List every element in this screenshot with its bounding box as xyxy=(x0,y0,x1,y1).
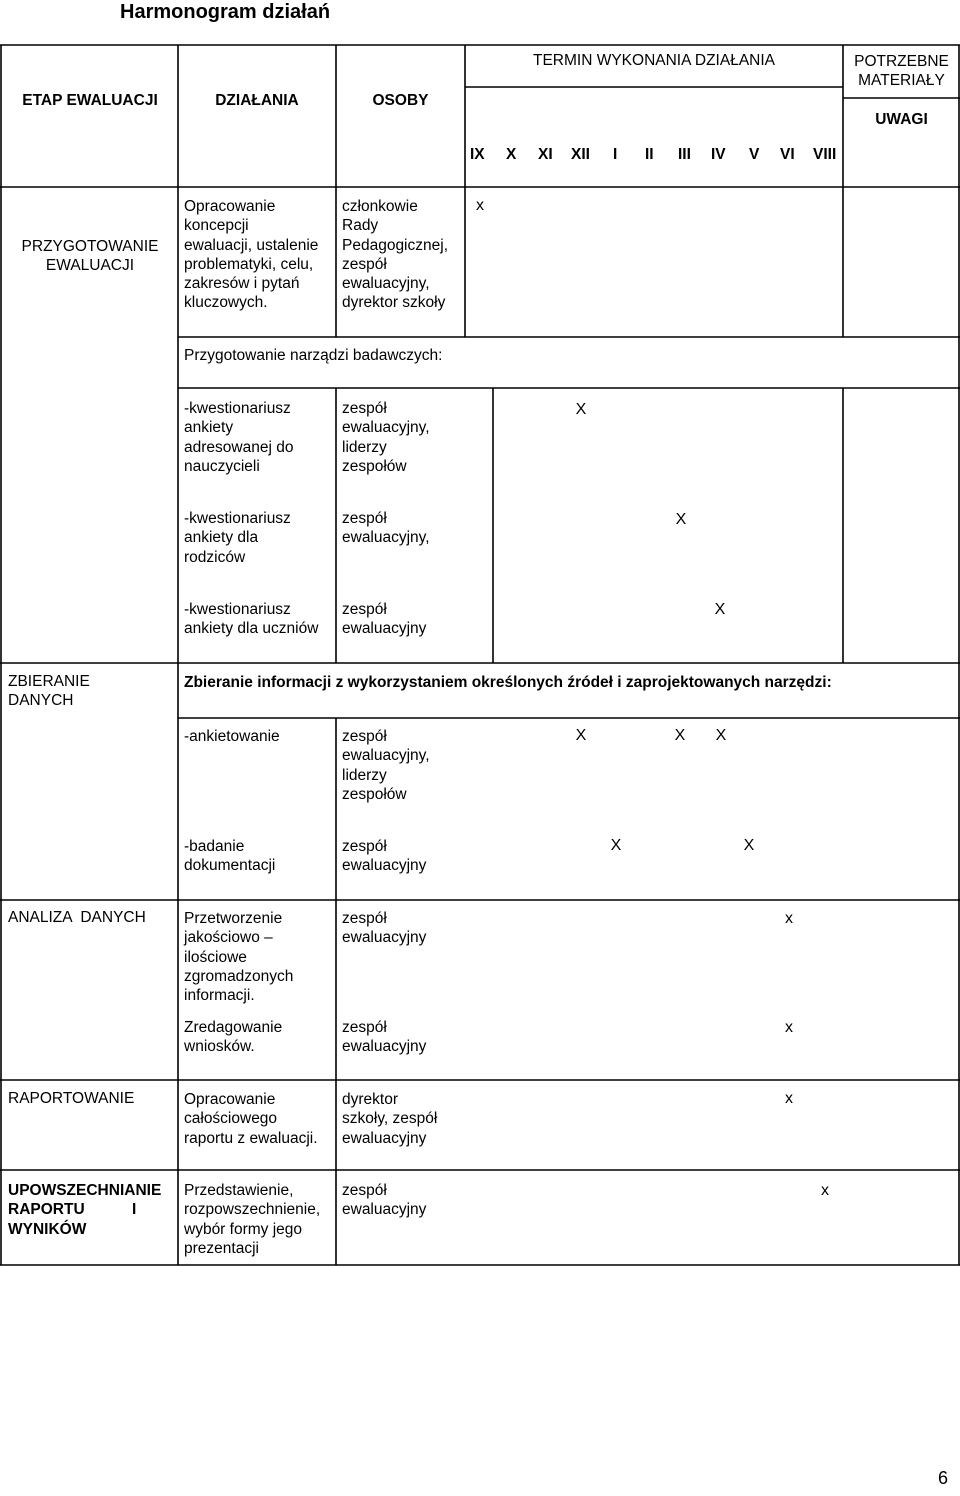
row-persons: zespół ewaluacyjny xyxy=(342,1182,427,1219)
month-label: VI xyxy=(780,146,795,163)
row-action: -badanie dokumentacji xyxy=(184,838,276,875)
row-persons: zespół ewaluacyjny xyxy=(342,601,427,638)
month-label: XI xyxy=(538,146,553,163)
schedule-mark: X xyxy=(575,727,587,744)
schedule-mark: X xyxy=(610,837,622,854)
row-action: Przedstawienie, rozpowszechnienie, wybór formy jego prezentacji xyxy=(184,1182,321,1257)
row-persons: zespół ewaluacyjny xyxy=(342,910,427,947)
row-action: Opracowanie całościowego raportu z ewaluacji. xyxy=(184,1091,318,1147)
row-persons: zespół ewaluacyjny xyxy=(342,838,427,875)
schedule-mark: X xyxy=(714,601,726,618)
stage-analiza: ANALIZA DANYCH xyxy=(8,909,146,926)
header-etap: ETAP EWALUACJI xyxy=(22,92,158,109)
stage-przygotowanie: PRZYGOTOWANIE EWALUACJI xyxy=(21,238,159,275)
row-persons: członkowie Rady Pedagogicznej, zespół ewaluacyjny, dyrektor szkoły xyxy=(342,198,448,312)
month-label: XII xyxy=(571,146,590,163)
row-action: -kwestionariusz ankiety dla uczniów xyxy=(184,601,319,638)
schedule-mark: X xyxy=(675,511,687,528)
row-action: -ankietowanie xyxy=(184,728,280,745)
row-action: Zredagowanie wniosków. xyxy=(184,1019,283,1056)
row-action: Przetworzenie jakościowo – ilościowe zgromadzonych informacji. xyxy=(184,910,294,1005)
schedule-mark: x xyxy=(785,910,793,927)
month-label: IX xyxy=(470,146,485,163)
row-persons: zespół ewaluacyjny xyxy=(342,1019,427,1056)
stage-zbieranie: ZBIERANIE DANYCH xyxy=(8,673,90,710)
month-label: IV xyxy=(711,146,726,163)
schedule-mark: x xyxy=(476,197,484,214)
month-label: VIII xyxy=(813,146,837,163)
schedule-mark: x xyxy=(785,1019,793,1036)
document-title: Harmonogram działań xyxy=(120,1,331,23)
row-persons: zespół ewaluacyjny, liderzy zespołów xyxy=(342,728,430,803)
header-materialy: POTRZEBNE MATERIAŁY xyxy=(854,53,949,90)
month-label: I xyxy=(613,146,618,163)
schedule-mark: X xyxy=(674,727,686,744)
header-osoby: OSOBY xyxy=(372,92,429,109)
page-number: 6 xyxy=(938,1468,949,1488)
section-zbieranie: Zbieranie informacji z wykorzystaniem określonych źródeł i zaprojektowanych narzędzi: xyxy=(184,674,832,691)
header-uwagi: UWAGI xyxy=(875,111,928,128)
schedule-mark: X xyxy=(575,401,587,418)
month-label: III xyxy=(678,146,691,163)
schedule-mark: x xyxy=(785,1090,793,1107)
section-narzedzia: Przygotowanie narządzi badawczych: xyxy=(184,347,443,364)
row-persons: zespół ewaluacyjny, xyxy=(342,510,430,547)
header-termin: TERMIN WYKONANIA DZIAŁANIA xyxy=(532,52,775,69)
schedule-mark: X xyxy=(715,727,727,744)
header-dzialania: DZIAŁANIA xyxy=(215,92,299,109)
row-persons: dyrektor szkoły, zespół ewaluacyjny xyxy=(342,1091,438,1147)
row-action: -kwestionariusz ankiety dla rodziców xyxy=(184,510,291,566)
schedule-mark: x xyxy=(821,1182,829,1199)
month-label: V xyxy=(749,146,760,163)
month-label: II xyxy=(645,146,654,163)
stage-upowszechnianie: UPOWSZECHNIANIE RAPORTU I WYNIKÓW xyxy=(8,1182,162,1238)
month-label: X xyxy=(506,146,517,163)
row-persons: zespół ewaluacyjny, liderzy zespołów xyxy=(342,400,430,475)
schedule-mark: X xyxy=(743,837,755,854)
stage-raportowanie: RAPORTOWANIE xyxy=(8,1090,135,1107)
row-action: Opracowanie koncepcji ewaluacji, ustalenie problematyki, celu, zakresów i pytań kluczowych. xyxy=(184,198,319,312)
row-action: -kwestionariusz ankiety adresowanej do nauczycieli xyxy=(184,400,294,475)
